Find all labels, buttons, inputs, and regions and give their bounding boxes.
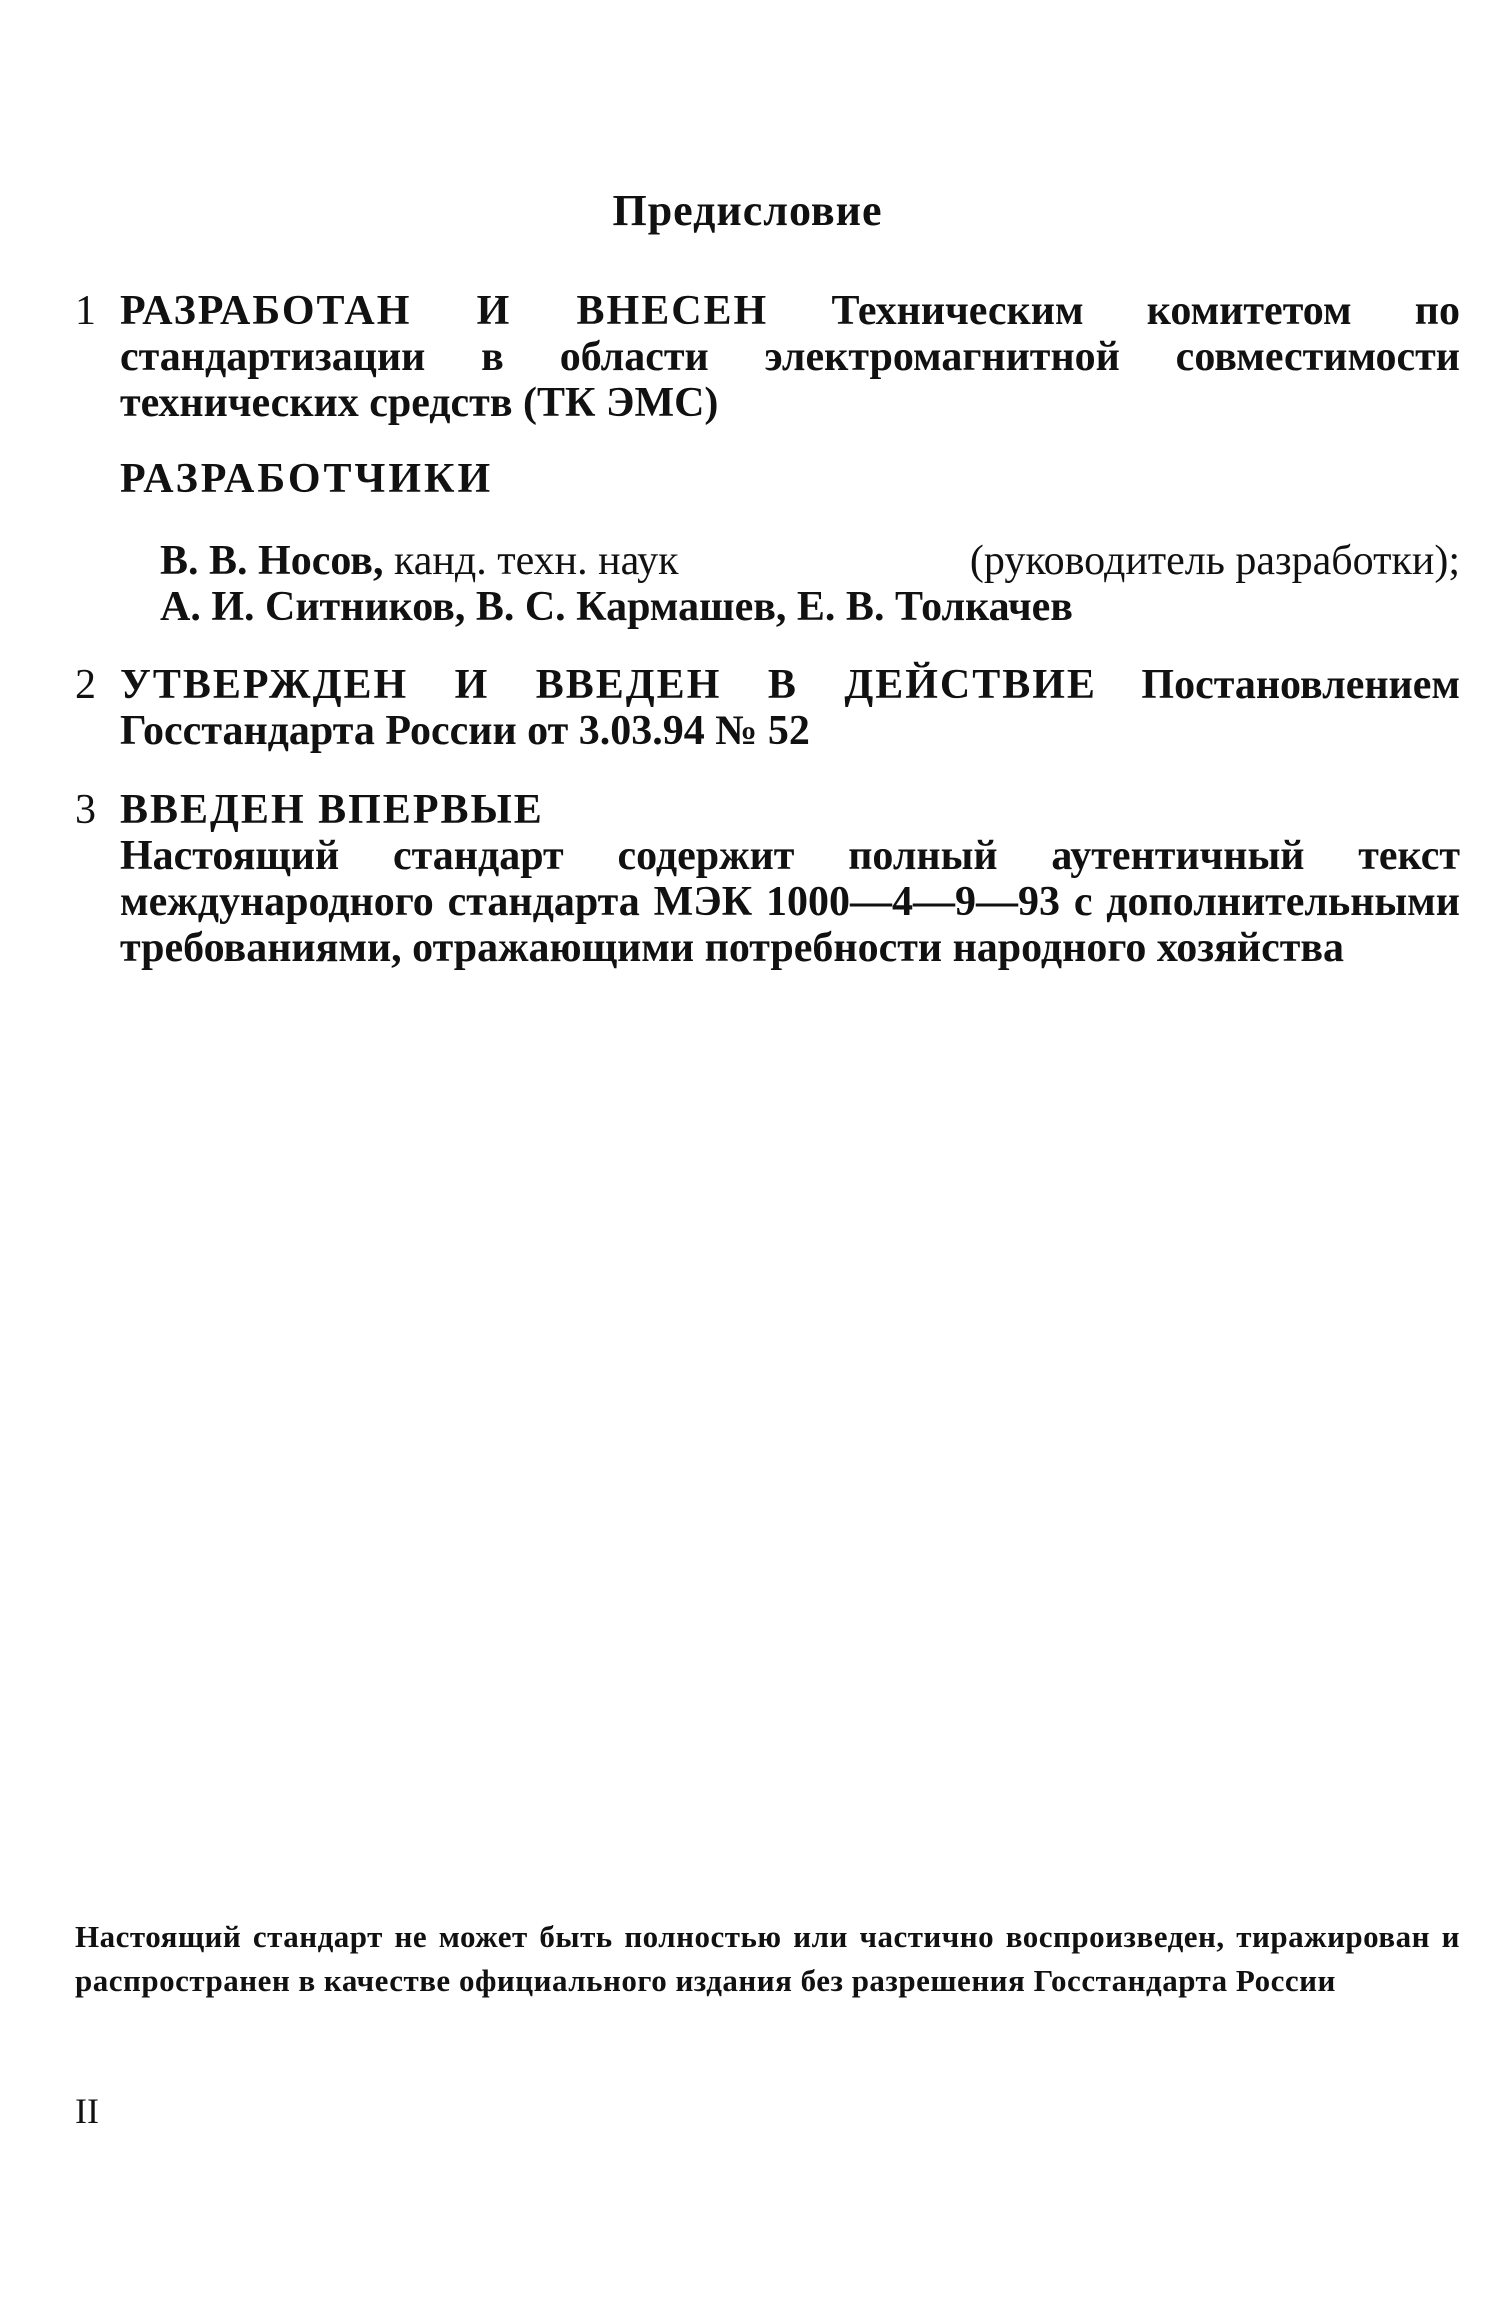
section-1 (75, 288, 1460, 426)
section-number: 3 (75, 787, 96, 833)
section-text: Техническим комитетом по стандартизации в области электромагнитной совместимости технических средств (ТК ЭМС) (120, 288, 1460, 426)
section-number: 1 (75, 288, 96, 334)
section-body (120, 662, 1460, 754)
section-text: Постановлением Госстандарта России от 3.03.94 № 52 (120, 662, 1460, 754)
section-text: Настоящий стандарт содержит полный аутентичный текст международного стандарта МЭК 1000—4—9—93 с дополнительными требованиями, отражающими потребности народного хозяйства (120, 833, 1460, 971)
developer-lead-degree: канд. техн. наук (393, 538, 679, 584)
developer-lead-role: (руководитель разработки); (969, 538, 1460, 584)
section-3 (75, 787, 1460, 971)
copyright-notice: Настоящий стандарт не может быть полностью или частично воспроизведен, тиражирован и распространен в качестве официального издания без разрешения Госстандарта России (75, 1919, 1460, 1998)
section-heading: УТВЕРЖДЕН И ВВЕДЕН В ДЕЙСТВИЕ (120, 662, 1097, 708)
developer-others: А. И. Ситников, В. С. Кармашев, Е. В. Толкачев (160, 584, 1073, 630)
section-2 (75, 662, 1460, 754)
section-heading: РАЗРАБОТАН И ВНЕСЕН (120, 288, 769, 334)
developers-heading: РАЗРАБОТЧИКИ (120, 456, 494, 502)
developer-lead-line (160, 538, 1460, 584)
section-heading: ВВЕДЕН ВПЕРВЫЕ (120, 787, 544, 833)
section-body (120, 288, 1460, 426)
section-number: 2 (75, 662, 96, 708)
developers-list (160, 538, 1460, 630)
page-title: Предисловие (612, 186, 883, 235)
developer-lead-name: В. В. Носов, (160, 538, 384, 584)
page-number: II (75, 2091, 99, 2131)
